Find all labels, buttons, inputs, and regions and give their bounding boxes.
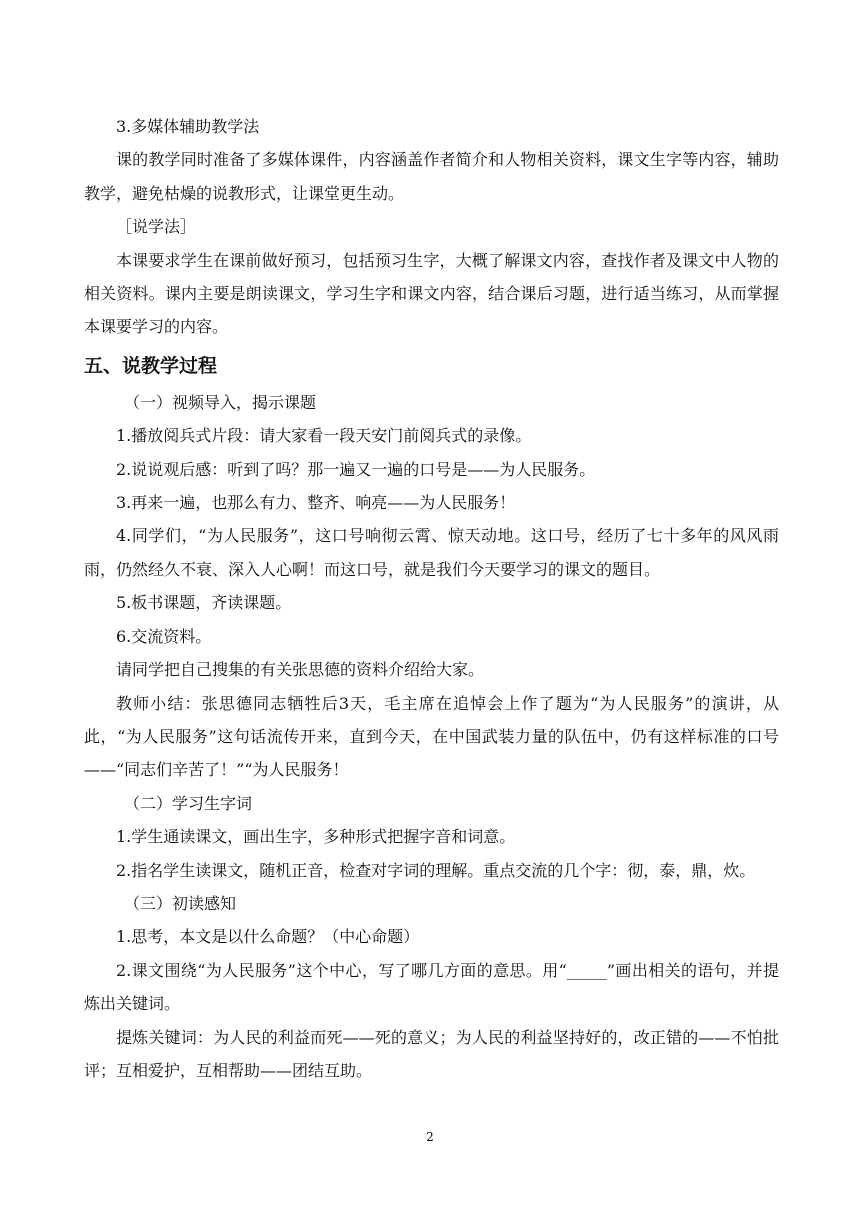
paragraph-step-6: 6.交流资料。 [116, 626, 212, 646]
paragraph-keywords: 提炼关键词：为人民的利益而死——死的意义；为人民的利益坚持好的，改正错的——不怕批评；互相爱护，互相帮助——团结互助。 [84, 1027, 779, 1080]
paragraph-step-3: 3.再来一遍，也那么有力、整齐、响亮——为人民服务！ [116, 493, 516, 513]
paragraph-characters-step-1: 1.学生通读课文，画出生字，多种形式把握字音和词意。 [116, 827, 516, 847]
paragraph-step-4: 4.同学们，“为人民服务”，这口号响彻云霄、惊天动地。这口号，经历了七十多年的风风雨雨，仍然经久不衰、深入人心啊！而这口号，就是我们今天要学习的课文的题目。 [84, 526, 779, 579]
subsection-first-reading: （三）初读感知 [124, 893, 237, 913]
subsection-learn-characters: （二）学习生字词 [124, 793, 253, 813]
paragraph-study-method-description: 本课要求学生在课前做好预习，包括预习生字，大概了解课文内容，查找作者及课文中人物的相关资料。课内主要是朗读课文，学习生字和课文内容，结合课后习题，进行适当练习，从而掌握本课要学习的内容。 [84, 250, 779, 337]
paragraph-step-5: 5.板书课题，齐读课题。 [116, 593, 292, 613]
paragraph-characters-step-2: 2.指名学生读课文，随机正音，检查对字词的理解。重点交流的几个字：彻，泰，鼎，炊。 [116, 860, 756, 880]
paragraph-step-2: 2.说说观后感：听到了吗？那一遍又一遍的口号是——为人民服务。 [116, 459, 596, 479]
page-number: 2 [426, 1130, 434, 1144]
paragraph-reading-step-2: 2.课文围绕“为人民服务”这个中心，写了哪几方面的意思。用“_____”画出相关的语句，并提炼出关键词。 [84, 960, 779, 1014]
paragraph-reading-step-1: 1.思考，本文是以什么命题？（中心命题） [116, 927, 420, 947]
paragraph-study-method-label: ［说学法］ [116, 217, 197, 237]
document-body [84, 110, 779, 1087]
subsection-video-intro: （一）视频导入，揭示课题 [124, 392, 317, 412]
paragraph-step-1: 1.播放阅兵式片段：请大家看一段天安门前阅兵式的录像。 [116, 426, 532, 446]
paragraph-share-materials: 请同学把自己搜集的有关张思德的资料介绍给大家。 [116, 660, 485, 680]
section-heading-teaching-process: 五、说教学过程 [84, 354, 218, 377]
paragraph-method-multimedia: 3.多媒体辅助教学法 [116, 117, 260, 136]
paragraph-teacher-summary: 教师小结：张思德同志牺牲后3天，毛主席在追悼会上作了题为“为人民服务”的演讲，从此，“为人民服务”这句话流传开来，直到今天，在中国武装力量的队伍中，仍有这样标准的口号——“同志们辛苦了！”“为人民服务！ [84, 693, 779, 780]
paragraph-multimedia-description: 课的教学同时准备了多媒体课件，内容涵盖作者简介和人物相关资料，课文生字等内容，辅助教学，避免枯燥的说教形式，让课堂更生动。 [84, 150, 779, 203]
